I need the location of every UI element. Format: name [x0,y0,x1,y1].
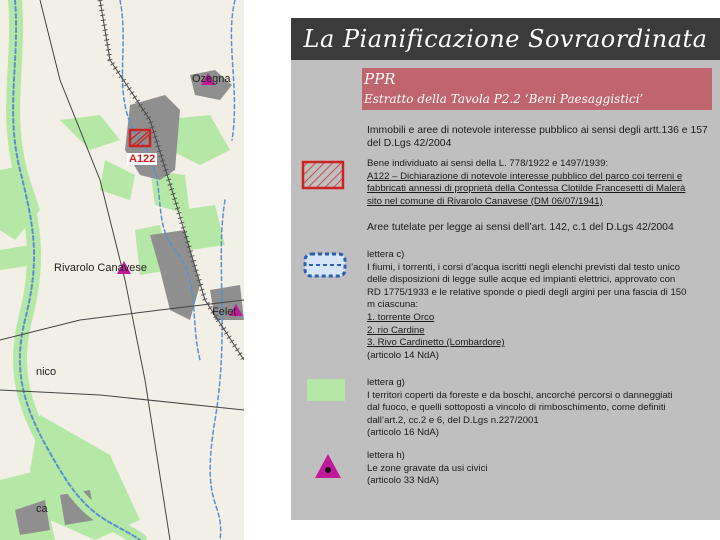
c-title: lettera c) [367,249,405,260]
forest-legend-symbol [307,379,345,401]
section1-heading: Immobili e aree di notevole interesse pubblico ai sensi degli artt.136 e 157 del D.Lgs 42/2004 [367,125,708,149]
river-legend-symbol [303,250,347,280]
slide-title-bar [291,18,720,60]
map-label-a122: A122 [129,153,156,165]
river-list-item: 1. torrente Orco [367,311,435,323]
map-label-nico: nico [36,366,57,378]
civic-use-legend-symbol [313,452,343,480]
c-line2: delle disposizioni di legge sulle acque ed impianti elettrici, approvato con [367,274,676,286]
map-label-aglie: ca [36,503,48,515]
a122-line1: Bene individuato ai sensi della L. 778/1922 e 1497/1939: [367,158,609,169]
c-line3: RD 1775/1933 e le relative sponde o piedi degli argini per una fascia di 150 [367,286,687,298]
h-line1: Le zone gravate da usi civici [367,462,488,474]
ppr-header [362,68,712,110]
c-line4: m ciascuna: [367,299,419,311]
a122-line4: sito nel comune di Rivarolo Canavese (DM 06/07/1941) [367,195,603,207]
legend-item-c [367,249,686,362]
map-label-rivarolo: Rivarolo Canavese [54,262,147,274]
c-line1: I fiumi, i torrenti, i corsi d’acqua iscritti negli elenchi previsti dal testo unico [367,261,680,273]
map-label-feletto: Feleṭ [212,306,237,318]
h-ref: (articolo 33 NdA) [367,475,439,487]
h-title: lettera h) [367,450,405,461]
legend-item-h [367,450,488,488]
g-line3: dall’art.2, cc.2 e 6, del D.Lgs n.227/2001 [367,414,539,426]
g-line2: dal fuoco, e quelli sottoposti a vincolo di rimboschimento, come definiti [367,402,666,414]
legend-item-g [367,377,673,440]
map-label-ozegna: Ozegna [192,73,231,85]
map-excerpt[interactable] [0,0,244,540]
river-list-item: 2. rio Cardine [367,324,425,336]
c-ref: (articolo 14 NdA) [367,349,439,361]
g-ref: (articolo 16 NdA) [367,427,439,439]
ppr-subtitle: Estratto della Tavola P2.2 ‘Beni Paesaggistici’ [364,92,644,106]
section2-heading: Aree tutelate per legge ai sensi dell’art. 142, c.1 del D.Lgs 42/2004 [367,222,674,233]
slide-title: La Pianificazione Sovraordinata [303,25,708,53]
river-list-item: 3. Rivo Cardinetto (Lombardore) [367,337,505,349]
a122-line3: fabbricati annessi di proprietà della Contessa Clotilde Francesetti di Malerà [367,183,686,195]
a122-line2: A122 – Dichiarazione di notevole interesse pubblico del parco coi terreni e [367,170,683,182]
legend-item-a122 [367,158,685,208]
g-line1: I territori coperti da foreste e da boschi, ancorché percorsi o danneggiati [367,389,673,401]
ppr-label: PPR [364,70,396,88]
g-title: lettera g) [367,377,405,388]
a122-legend-symbol [301,160,345,190]
